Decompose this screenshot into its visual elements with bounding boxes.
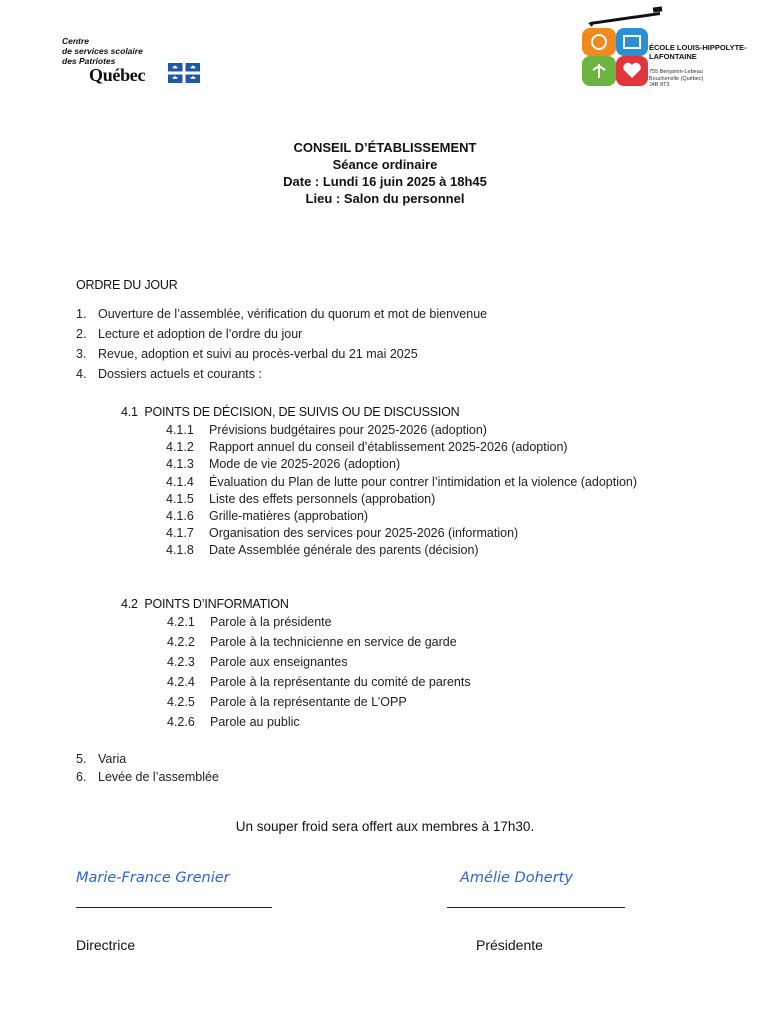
address-line: Boucherville (Québec)	[649, 75, 704, 82]
subitem	[166, 508, 637, 525]
agenda-item	[76, 750, 126, 768]
cssp-quebec-logo	[62, 36, 202, 86]
section-title-4-2	[121, 597, 289, 611]
subitem	[167, 652, 471, 672]
subitem-text: Parole à la représentante du comité de parents	[210, 675, 471, 689]
quebec-flag-icon	[168, 63, 200, 83]
subitem	[167, 712, 471, 732]
school-name	[649, 44, 747, 61]
subitem	[167, 612, 471, 632]
section-number: 4.2	[121, 597, 138, 611]
subitem-text: Évaluation du Plan de lutte pour contrer l’intimidation et la violence (adoption)	[209, 474, 638, 489]
subitem-number: 4.1.7	[166, 526, 194, 541]
subitem-number: 4.2.5	[167, 695, 195, 709]
subitem-text: Prévisions budgétaires pour 2025-2026 (adoption)	[209, 423, 487, 437]
role-directrice: Directrice	[76, 937, 136, 953]
subitem-number: 4.2.1	[167, 615, 195, 629]
subitem	[166, 422, 637, 439]
document-header	[0, 139, 770, 207]
subitem	[167, 632, 471, 652]
subitem-number: 4.1.2	[166, 440, 194, 455]
subitem-number: 4.1.3	[166, 457, 194, 472]
item-text: Lecture et adoption de l’ordre du jour	[98, 327, 303, 341]
org-line: Centre	[62, 36, 89, 46]
section-4-1-list	[166, 422, 637, 560]
subitem	[167, 692, 471, 712]
session-type: Séance ordinaire	[332, 157, 438, 172]
agenda-item	[76, 364, 262, 384]
subitem-number: 4.1.6	[166, 509, 194, 524]
item-text: Varia	[98, 752, 127, 766]
school-name-line: ÉCOLE LOUIS-HIPPOLYTE-	[649, 43, 747, 52]
subitem	[167, 672, 471, 692]
subitem	[166, 525, 637, 542]
item-number: 2.	[76, 327, 87, 341]
subitem-text: Mode de vie 2025-2026 (adoption)	[209, 457, 401, 472]
subitem-text: Date Assemblée générale des parents (décision)	[209, 543, 479, 558]
subitem	[166, 491, 637, 508]
subitem-text: Parole à la présidente	[210, 615, 332, 629]
agenda-title: ORDRE DU JOUR	[76, 278, 178, 292]
school-address	[649, 69, 703, 89]
item-text: Ouverture de l’assemblée, vérification du quorum et mot de bienvenue	[98, 307, 488, 321]
section-heading: POINTS DE DÉCISION, DE SUIVIS OU DE DISCUSSION	[144, 405, 460, 419]
school-name-line: LAFONTAINE	[649, 51, 697, 61]
section-title-4-1	[121, 405, 460, 419]
item-number: 3.	[76, 347, 87, 361]
agenda-item	[76, 304, 487, 324]
signature-line-right	[447, 907, 625, 908]
agenda-item	[76, 344, 418, 364]
subitem-number: 4.2.2	[167, 635, 195, 649]
section-heading: POINTS D’INFORMATION	[144, 597, 289, 611]
signature-directrice: Marie-France Grenier	[76, 870, 230, 886]
role-presidente: Présidente	[476, 937, 543, 953]
subitem-text: Parole aux enseignantes	[210, 655, 348, 669]
agenda-item	[76, 324, 302, 344]
school-logo	[574, 4, 764, 94]
agenda-item	[76, 768, 219, 786]
section-number: 4.1	[121, 405, 138, 419]
meeting-place: Lieu : Salon du personnel	[305, 191, 465, 206]
subitem	[166, 456, 637, 473]
subitem-number: 4.1.8	[166, 543, 194, 558]
dinner-note: Un souper froid sera offert aux membres à 17h30.	[235, 819, 535, 834]
section-4-2-list	[167, 612, 471, 732]
item-number: 4.	[76, 367, 87, 381]
subitem-text: Parole à la représentante de L’OPP	[210, 695, 407, 709]
quebec-wordmark: Québec	[89, 65, 146, 85]
subitem-text: Rapport annuel du conseil d’établissement 2025-2026 (adoption)	[209, 440, 568, 455]
subitem-text: Parole au public	[210, 715, 300, 729]
meeting-date: Date : Lundi 16 juin 2025 à 18h45	[283, 174, 487, 189]
subitem-number: 4.2.6	[167, 715, 195, 729]
item-number: 5.	[76, 752, 87, 766]
signature-line-left	[76, 907, 272, 908]
subitem-text: Parole à la technicienne en service de garde	[210, 635, 457, 649]
subitem-text: Grille-matières (approbation)	[209, 509, 369, 524]
address-line: J4B 8T3	[649, 82, 670, 88]
item-text: Dossiers actuels et courants :	[98, 367, 262, 381]
subitem-number: 4.2.4	[167, 675, 195, 689]
subitem-text: Liste des effets personnels (approbation)	[209, 491, 436, 506]
subitem-number: 4.1.5	[166, 491, 194, 506]
item-text: Levée de l’assemblée	[98, 770, 219, 784]
subitem-number: 4.1.1	[166, 423, 194, 437]
org-line: des Patriotes	[62, 56, 116, 66]
org-line: de services scolaire	[62, 46, 143, 56]
subitem-number: 4.1.4	[166, 474, 194, 489]
item-number: 1.	[76, 307, 87, 321]
subitem-number: 4.2.3	[167, 655, 195, 669]
subitem-text: Organisation des services pour 2025-2026 (information)	[209, 526, 519, 541]
subitem	[166, 542, 637, 559]
address-line: 755 Benjamin-Lebeau	[649, 69, 703, 75]
org-name	[62, 36, 202, 66]
item-number: 6.	[76, 770, 87, 784]
signature-presidente: Amélie Doherty	[460, 870, 573, 886]
item-text: Revue, adoption et suivi au procès-verbal du 21 mai 2025	[98, 347, 418, 361]
document-title: CONSEIL D’ÉTABLISSEMENT	[293, 140, 477, 155]
subitem	[166, 474, 637, 491]
subitem	[166, 439, 637, 456]
